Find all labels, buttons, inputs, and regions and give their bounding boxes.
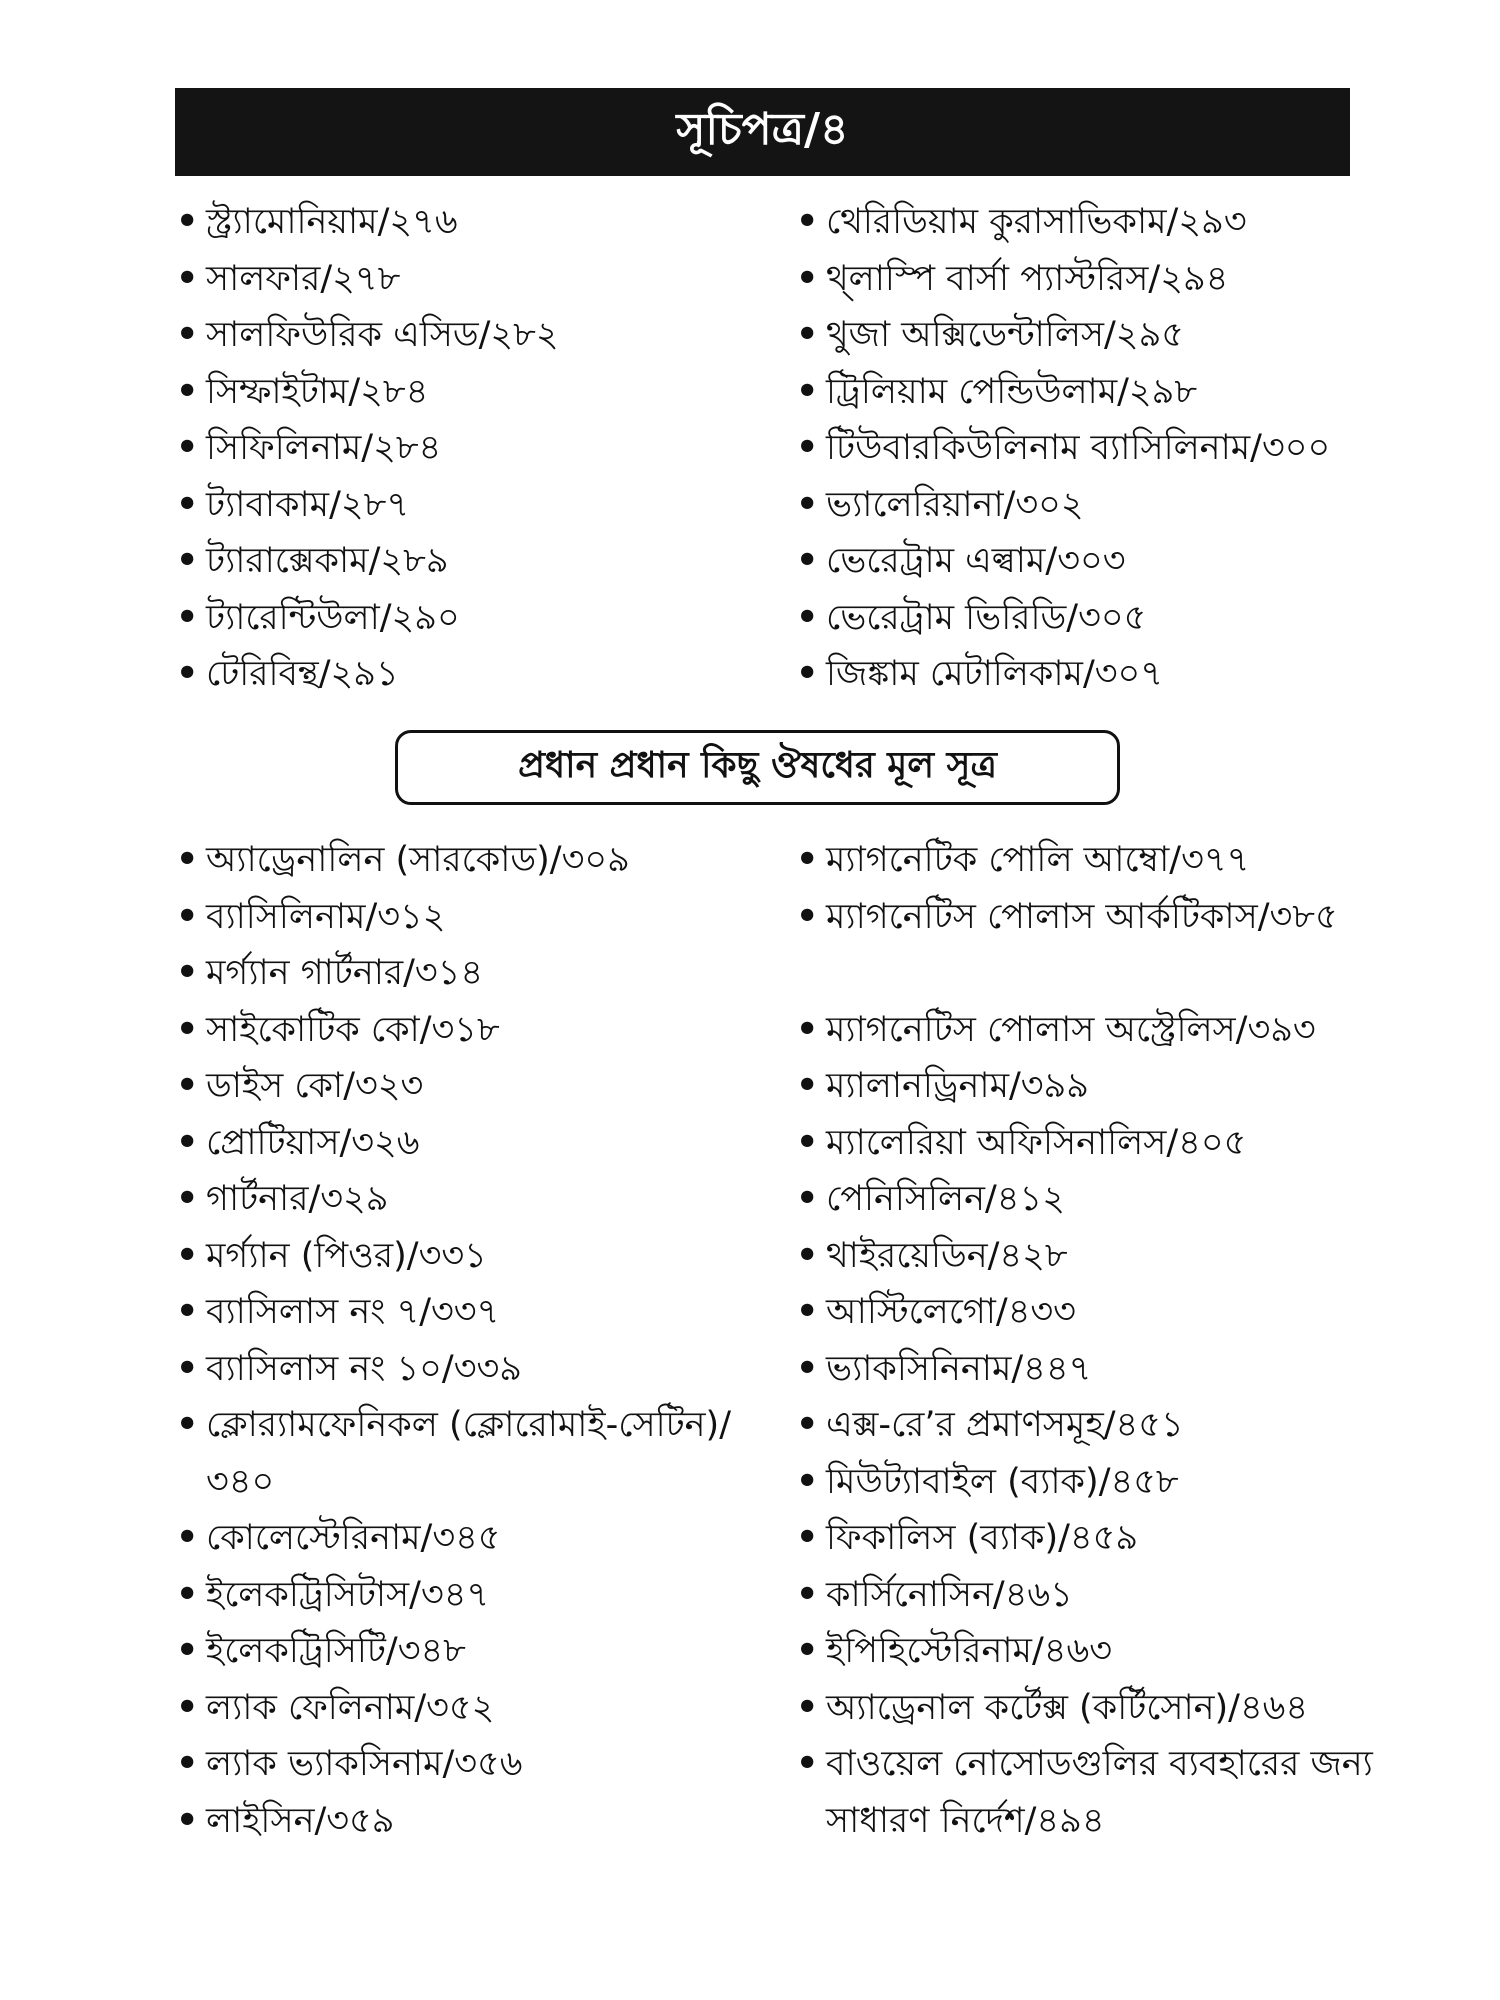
bullet-icon: • xyxy=(176,428,199,468)
index-entry: • বাওয়েল নোসোডগুলির ব্যবহারের জন্য সাধারণ নির্দেশ/৪৯৪ xyxy=(790,1736,1390,1849)
index-entry: • থ্লাস্পি বার্সা প্যাস্টরিস/২৯৪ xyxy=(790,251,1390,308)
bullet-icon: • xyxy=(176,1179,199,1219)
index-entry: • থেরিডিয়াম কুরাসাভিকাম/২৯৩ xyxy=(790,194,1390,251)
index-entry: • সিম্ফাইটাম/২৮৪ xyxy=(170,364,770,421)
bullet-icon: • xyxy=(176,1800,199,1841)
bullet-icon: • xyxy=(176,597,199,638)
index-entry: • আস্টিলেগো/৪৩৩ xyxy=(790,1284,1390,1341)
bullet-icon: • xyxy=(796,1574,819,1615)
index-entry: • ম্যাগনেটিস পোলাস অস্ট্রেলিস/৩৯৩ xyxy=(790,1002,1390,1059)
bullet-icon: • xyxy=(176,1687,199,1728)
index-list-top-left xyxy=(170,194,770,703)
bullet-icon: • xyxy=(176,1631,199,1671)
bullet-icon: • xyxy=(176,1292,199,1332)
index-entry: • প্রোটিয়াস/৩২৬ xyxy=(170,1115,770,1172)
bullet-icon: • xyxy=(176,1405,199,1445)
bullet-icon: • xyxy=(176,541,199,581)
index-entry: • ডাইস কো/৩২৩ xyxy=(170,1058,770,1115)
index-entry: • স্ট্র্যামোনিয়াম/২৭৬ xyxy=(170,194,770,251)
index-entry: • ল্যাক ভ্যাকসিনাম/৩৫৬ xyxy=(170,1736,770,1793)
index-entry: • ম্যাগনেটিস পোলাস আর্কটিকাস/৩৮৫ xyxy=(790,889,1390,1002)
index-entry: • ভ্যাকসিনিনাম/৪৪৭ xyxy=(790,1341,1390,1398)
index-entry: • সালফার/২৭৮ xyxy=(170,251,770,308)
bullet-icon: • xyxy=(176,371,199,412)
bullet-icon: • xyxy=(176,1009,199,1050)
index-list-bottom-right xyxy=(790,832,1390,1849)
bullet-icon: • xyxy=(796,541,819,581)
index-entry: • ল্যাক ফেলিনাম/৩৫২ xyxy=(170,1680,770,1737)
bullet-icon: • xyxy=(176,484,199,525)
index-entry: • জিঙ্কাম মেটালিকাম/৩০৭ xyxy=(790,646,1390,703)
bullet-icon: • xyxy=(796,1518,819,1558)
index-entry: • ম্যালেরিয়া অফিসিনালিস/৪০৫ xyxy=(790,1115,1390,1172)
bullet-icon: • xyxy=(796,202,819,242)
index-entry: • সাইকোটিক কো/৩১৮ xyxy=(170,1002,770,1059)
bullet-icon: • xyxy=(796,1687,819,1728)
index-entry: • ম্যাগনেটিক পোলি আম্বো/৩৭৭ xyxy=(790,832,1390,889)
bullet-icon: • xyxy=(796,258,819,299)
index-entry: • ইপিহিস্টেরিনাম/৪৬৩ xyxy=(790,1623,1390,1680)
index-entry: • মিউট্যাবাইল (ব্যাক)/৪৫৮ xyxy=(790,1454,1390,1511)
bullet-icon: • xyxy=(176,1066,199,1106)
index-entry: • ক্লোর‍্যামফেনিকল (ক্লোরোমাই-সেটিন)/৩৪০ xyxy=(170,1397,770,1510)
bullet-icon: • xyxy=(796,1461,819,1502)
bullet-icon: • xyxy=(796,428,819,468)
bullet-icon: • xyxy=(176,1744,199,1784)
page-title-banner xyxy=(175,88,1350,176)
index-entry: • ম্যালানড্রিনাম/৩৯৯ xyxy=(790,1058,1390,1115)
bullet-icon: • xyxy=(176,953,199,993)
index-entry: • ট্যারাক্সেকাম/২৮৯ xyxy=(170,533,770,590)
index-entry: • কোলেস্টেরিনাম/৩৪৫ xyxy=(170,1510,770,1567)
bullet-icon: • xyxy=(176,1348,199,1389)
index-entry: • গার্টনার/৩২৯ xyxy=(170,1171,770,1228)
index-list-top-right xyxy=(790,194,1390,703)
bullet-icon: • xyxy=(796,1009,819,1050)
index-entry: • সিফিলিনাম/২৮৪ xyxy=(170,420,770,477)
bullet-icon: • xyxy=(796,315,819,355)
bullet-icon: • xyxy=(176,896,199,937)
bullet-icon: • xyxy=(796,1631,819,1671)
index-entry: • পেনিসিলিন/৪১২ xyxy=(790,1171,1390,1228)
bullet-icon: • xyxy=(176,315,199,355)
index-list-bottom-left xyxy=(170,832,770,1849)
index-entry: • ইলেকট্রিসিটাস/৩৪৭ xyxy=(170,1567,770,1624)
index-entry: • অ্যাড্রেনাল কর্টেক্স (কর্টিসোন)/৪৬৪ xyxy=(790,1680,1390,1737)
index-entry: • ট্যাবাকাম/২৮৭ xyxy=(170,477,770,534)
index-entry: • ব্যাসিলাস নং ১০/৩৩৯ xyxy=(170,1341,770,1398)
section-heading: প্রধান প্রধান কিছু ঔষধের মূল সূত্র xyxy=(518,744,997,786)
bullet-icon: • xyxy=(796,1235,819,1276)
bullet-icon: • xyxy=(796,1292,819,1332)
index-entry: • ব্যাসিলাস নং ৭/৩৩৭ xyxy=(170,1284,770,1341)
bullet-icon: • xyxy=(796,1744,819,1784)
bullet-icon: • xyxy=(796,1179,819,1219)
bullet-icon: • xyxy=(176,1574,199,1615)
bullet-icon: • xyxy=(796,484,819,525)
bullet-icon: • xyxy=(176,258,199,299)
index-entry: • ট্রিলিয়াম পেন্ডিউলাম/২৯৮ xyxy=(790,364,1390,421)
bullet-icon: • xyxy=(176,1518,199,1558)
index-entry: • ব্যাসিলিনাম/৩১২ xyxy=(170,889,770,946)
index-entry: • ফিকালিস (ব্যাক)/৪৫৯ xyxy=(790,1510,1390,1567)
index-entry: • ভেরেট্রাম এল্বাম/৩০৩ xyxy=(790,533,1390,590)
index-entry: • লাইসিন/৩৫৯ xyxy=(170,1793,770,1850)
bullet-icon: • xyxy=(176,654,199,694)
index-entry: • থাইরয়েডিন/৪২৮ xyxy=(790,1228,1390,1285)
section-heading-box xyxy=(395,730,1120,805)
index-entry: • মর্গ্যান গার্টনার/৩১৪ xyxy=(170,945,770,1002)
bullet-icon: • xyxy=(796,1348,819,1389)
index-entry: • কার্সিনোসিন/৪৬১ xyxy=(790,1567,1390,1624)
index-entry: • মর্গ্যান (পিওর)/৩৩১ xyxy=(170,1228,770,1285)
bullet-icon: • xyxy=(176,840,199,880)
bullet-icon: • xyxy=(796,896,819,937)
index-entry: • টেরিবিন্থ/২৯১ xyxy=(170,646,770,703)
bullet-icon: • xyxy=(796,371,819,412)
index-entry: • ইলেকট্রিসিটি/৩৪৮ xyxy=(170,1623,770,1680)
bullet-icon: • xyxy=(796,840,819,880)
page-title: সূচিপত্র/৪ xyxy=(676,103,849,155)
bullet-icon: • xyxy=(176,1122,199,1163)
index-entry: • অ্যাড্রেনালিন (সারকোড)/৩০৯ xyxy=(170,832,770,889)
index-entry: • ভ্যালেরিয়ানা/৩০২ xyxy=(790,477,1390,534)
bullet-icon: • xyxy=(796,597,819,638)
index-entry: • এক্স-রে’র প্রমাণসমূহ/৪৫১ xyxy=(790,1397,1390,1454)
index-entry: • ট্যারেন্টিউলা/২৯০ xyxy=(170,590,770,647)
bullet-icon: • xyxy=(176,202,199,242)
bullet-icon: • xyxy=(796,1405,819,1445)
bullet-icon: • xyxy=(796,1066,819,1106)
bullet-icon: • xyxy=(796,654,819,694)
index-entry: • থুজা অক্সিডেন্টালিস/২৯৫ xyxy=(790,307,1390,364)
bullet-icon: • xyxy=(176,1235,199,1276)
index-entry: • টিউবারকিউলিনাম ব্যাসিলিনাম/৩০০ xyxy=(790,420,1390,477)
bullet-icon: • xyxy=(796,1122,819,1163)
index-entry: • সালফিউরিক এসিড/২৮২ xyxy=(170,307,770,364)
index-entry: • ভেরেট্রাম ভিরিডি/৩০৫ xyxy=(790,590,1390,647)
